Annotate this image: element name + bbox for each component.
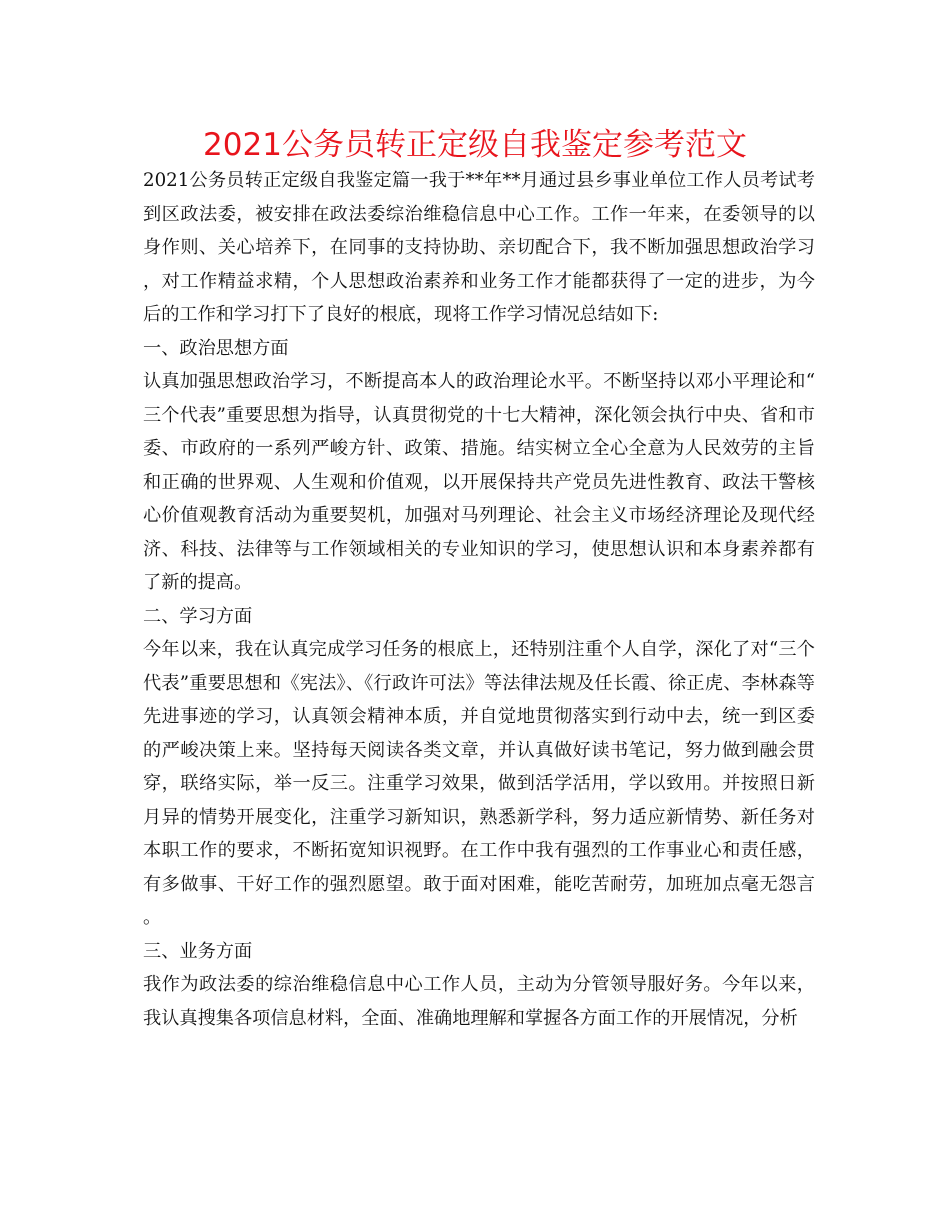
- section-heading-politics: 一、政治思想方面: [143, 337, 289, 359]
- document-title: 2021公务员转正定级自我鉴定参考范文: [203, 127, 747, 163]
- intro-paragraph: 2021公务员转正定级自我鉴定篇一我于**年**月通过县乡事业单位工作人员考试考到区政法委，被安排在政法委综治维稳信息中心工作。工作一年来，在委领导的以身作则、关心培养下，在同事的支持协助、亲切配合下，我不断加强思想政治学习，对工作精益求精，个人思想政治素养和业务工作才能都获得了一定的进步，为今后的工作和学习打下了良好的根底，现将工作学习情况总结如下:: [143, 170, 815, 325]
- study-paragraph: 今年以来，我在认真完成学习任务的根底上，还特别注重个人自学，深化了对“三个代表”重要思想和《宪法》、《行政许可法》等法律法规及任长霞、徐正虎、李林森等先进事迹的学习，认真领会精神本质，并自觉地贯彻落实到行动中去，统一到区委的严峻决策上来。坚持每天阅读各类文章，并认真做好读书笔记，努力做到融会贯穿，联络实际，举一反三。注重学习效果，做到活学活用，学以致用。并按照日新月异的情势开展变化，注重学习新知识，熟悉新学科，努力适应新情势、新任务对本职工作的要求，不断拓宽知识视野。在工作中我有强烈的工作事业心和责任感，有多做事、干好工作的强烈愿望。敢于面对困难，能吃苦耐劳，加班加点毫无怨言。: [143, 639, 815, 928]
- politics-paragraph: 认真加强思想政治学习，不断提高本人的政治理论水平。不断坚持以邓小平理论和“三个代表”重要思想为指导，认真贯彻党的十七大精神，深化领会执行中央、省和市委、市政府的一系列严峻方针、政策、措施。结实树立全心全意为人民效劳的主旨和正确的世界观、人生观和价值观，以开展保持共产党员先进性教育、政法干警核心价值观教育活动为重要契机，加强对马列理论、社会主义市场经济理论及现代经济、科技、法律等与工作领域相关的专业知识的学习，使思想认识和本身素养都有了新的提高。: [143, 371, 815, 593]
- section-heading-study: 二、学习方面: [143, 605, 253, 627]
- business-paragraph: 我作为政法委的综治维稳信息中心工作人员，主动为分管领导服好务。今年以来，我认真搜集各项信息材料，全面、准确地理解和掌握各方面工作的开展情况，分析: [143, 974, 815, 1029]
- section-heading-business: 三、业务方面: [143, 940, 253, 962]
- document-body: [143, 164, 815, 1035]
